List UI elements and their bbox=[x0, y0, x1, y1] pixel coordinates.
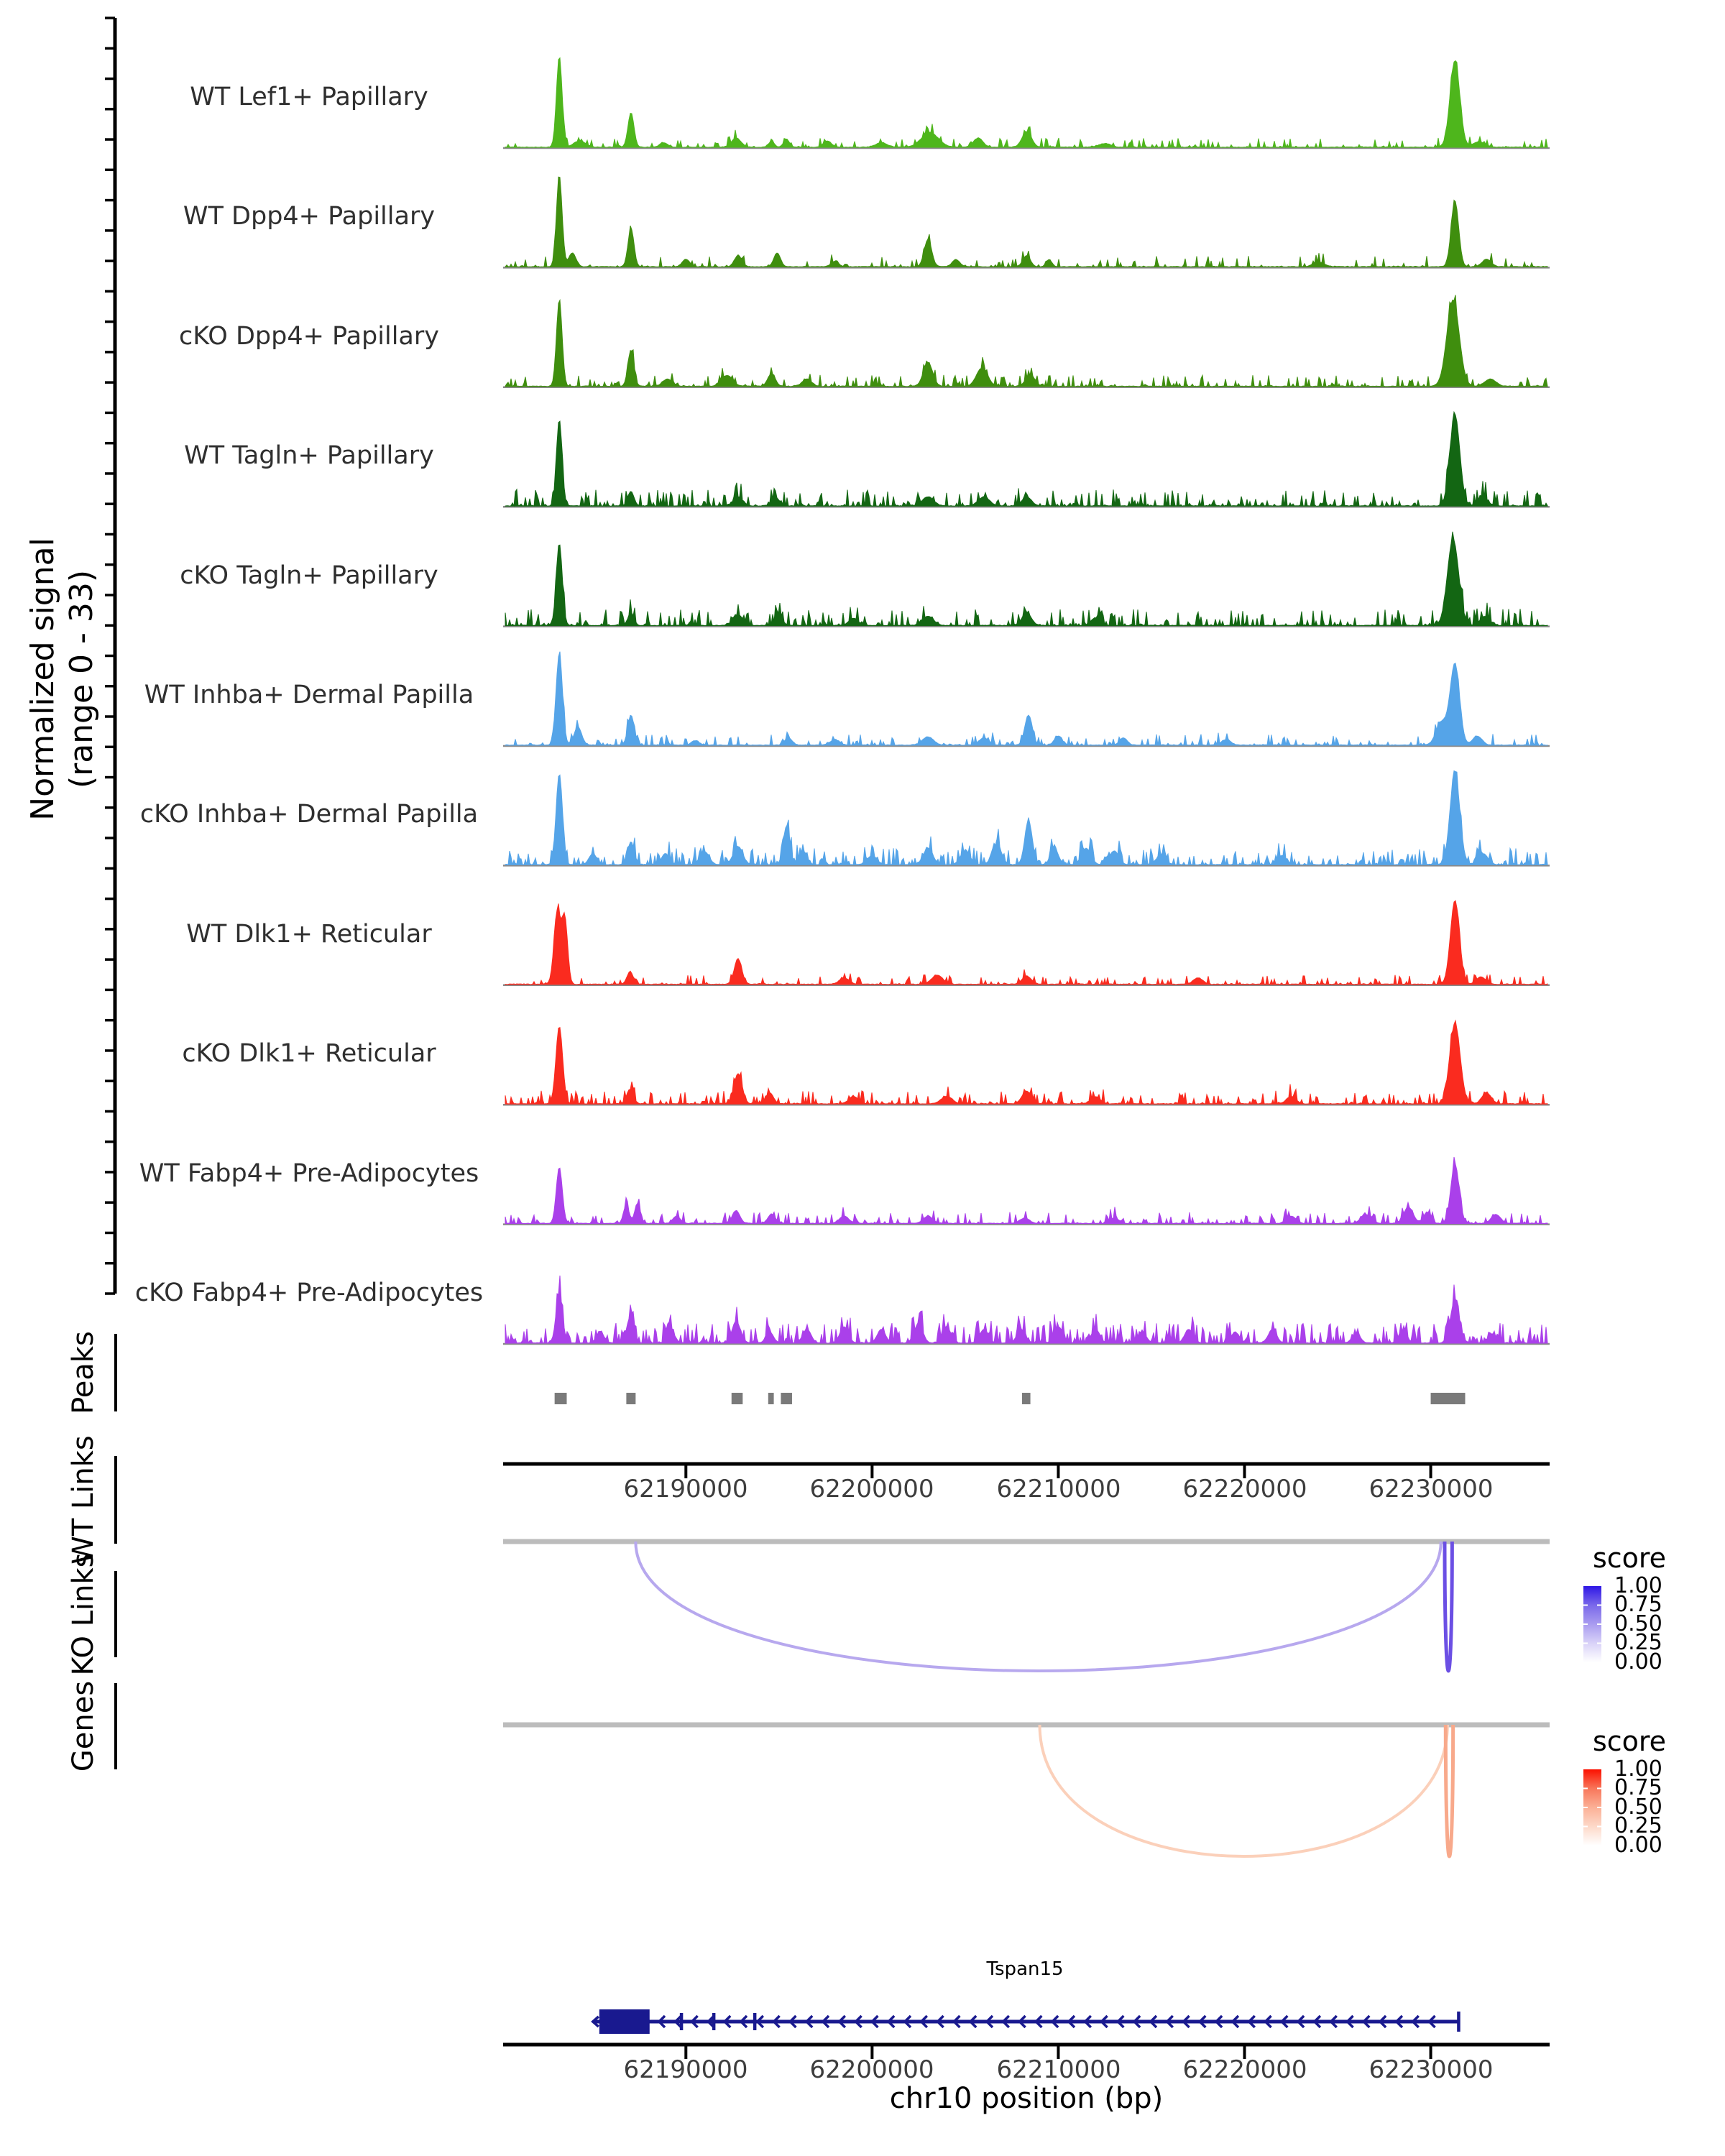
coverage-path-3 bbox=[505, 412, 1547, 506]
coverage-path-10 bbox=[505, 1276, 1547, 1343]
bottom-axis-tick-label-0: 62190000 bbox=[623, 2055, 748, 2084]
peak-region-3 bbox=[768, 1393, 774, 1404]
ko-legend-tick-label-3: 0.25 bbox=[1614, 1813, 1662, 1838]
ko-legend-tick-label-1: 0.75 bbox=[1614, 1775, 1662, 1800]
link-arc-1-1 bbox=[1445, 1725, 1453, 1856]
signal-track-label-7: WT Dlk1+ Reticular bbox=[186, 920, 432, 949]
signal-track-label-0: WT Lef1+ Papillary bbox=[190, 83, 428, 111]
signal-track-label-8: cKO Dlk1+ Reticular bbox=[182, 1039, 436, 1068]
y-axis-label bbox=[24, 456, 103, 902]
coverage-path-8 bbox=[505, 1021, 1547, 1104]
bottom-axis-tick-label-1: 62200000 bbox=[809, 2055, 934, 2084]
wt-legend-tick-label-1: 0.75 bbox=[1614, 1592, 1662, 1617]
signal-track-label-10: cKO Fabp4+ Pre-Adipocytes bbox=[134, 1279, 484, 1307]
mid-axis-tick-label-1: 62200000 bbox=[809, 1475, 934, 1503]
ko-score-legend-title: score bbox=[1592, 1726, 1667, 1757]
bottom-axis-tick-label-3: 62220000 bbox=[1182, 2055, 1307, 2084]
signal-track-label-4: cKO Tagln+ Papillary bbox=[180, 561, 438, 590]
coverage-path-2 bbox=[505, 295, 1547, 387]
wt-legend-tick-label-2: 0.50 bbox=[1614, 1611, 1662, 1636]
link-arc-1-0 bbox=[1040, 1725, 1448, 1856]
peak-region-0 bbox=[555, 1393, 567, 1404]
coverage-path-4 bbox=[505, 532, 1547, 626]
ko-legend-tick-label-2: 0.50 bbox=[1614, 1795, 1662, 1820]
signal-track-label-3: WT Tagln+ Papillary bbox=[184, 441, 434, 470]
signal-track-label-1: WT Dpp4+ Papillary bbox=[183, 202, 436, 231]
coverage-path-5 bbox=[505, 652, 1547, 745]
peak-region-2 bbox=[732, 1393, 743, 1404]
peak-region-4 bbox=[781, 1393, 792, 1404]
x-axis-label: chr10 position (bp) bbox=[889, 2082, 1164, 2115]
wt-legend-tick-label-0: 1.00 bbox=[1614, 1573, 1662, 1598]
wt-score-legend-title: score bbox=[1592, 1542, 1667, 1574]
y-axis-label-line2: (range 0 - 33) bbox=[63, 569, 100, 789]
coverage-path-0 bbox=[505, 58, 1547, 147]
signal-track-label-5: WT Inhba+ Dermal Papilla bbox=[144, 681, 474, 709]
peak-region-1 bbox=[626, 1393, 635, 1404]
coverage-path-1 bbox=[505, 177, 1547, 267]
wt-legend-tick-label-4: 0.00 bbox=[1614, 1649, 1662, 1674]
signal-track-label-9: WT Fabp4+ Pre-Adipocytes bbox=[139, 1159, 479, 1188]
signal-track-label-2: cKO Dpp4+ Papillary bbox=[179, 322, 439, 351]
link-arc-0-1 bbox=[1445, 1542, 1452, 1671]
section-label-genes: Genes bbox=[67, 1680, 100, 1772]
coverage-path-9 bbox=[505, 1157, 1547, 1224]
bottom-axis-tick-label-2: 62210000 bbox=[996, 2055, 1121, 2084]
signal-track-label-6: cKO Inhba+ Dermal Papilla bbox=[139, 800, 479, 829]
peak-region-6 bbox=[1431, 1393, 1466, 1404]
gene-exon-box bbox=[599, 2009, 650, 2034]
section-label-ko-links: KO Links bbox=[67, 1552, 100, 1676]
mid-axis-tick-label-3: 62220000 bbox=[1182, 1475, 1307, 1503]
coverage-path-6 bbox=[505, 771, 1547, 865]
mid-axis-tick-label-0: 62190000 bbox=[623, 1475, 748, 1503]
ko-legend-tick-label-4: 0.00 bbox=[1614, 1833, 1662, 1858]
mid-axis-tick-label-4: 62230000 bbox=[1368, 1475, 1494, 1503]
link-arc-0-0 bbox=[635, 1542, 1440, 1671]
section-label-peaks: Peaks bbox=[67, 1331, 100, 1414]
gene-name-label: Tspan15 bbox=[986, 1958, 1064, 1980]
ko-legend-tick-label-0: 1.00 bbox=[1614, 1756, 1662, 1782]
y-axis-label-line1: Normalized signal bbox=[24, 538, 61, 821]
wt-legend-tick-label-3: 0.25 bbox=[1614, 1630, 1662, 1655]
mid-axis-tick-label-2: 62210000 bbox=[996, 1475, 1121, 1503]
bottom-axis-tick-label-4: 62230000 bbox=[1368, 2055, 1494, 2084]
coverage-path-7 bbox=[505, 900, 1547, 985]
peak-region-5 bbox=[1022, 1393, 1031, 1404]
section-label-wt-links: WT Links bbox=[67, 1435, 100, 1565]
